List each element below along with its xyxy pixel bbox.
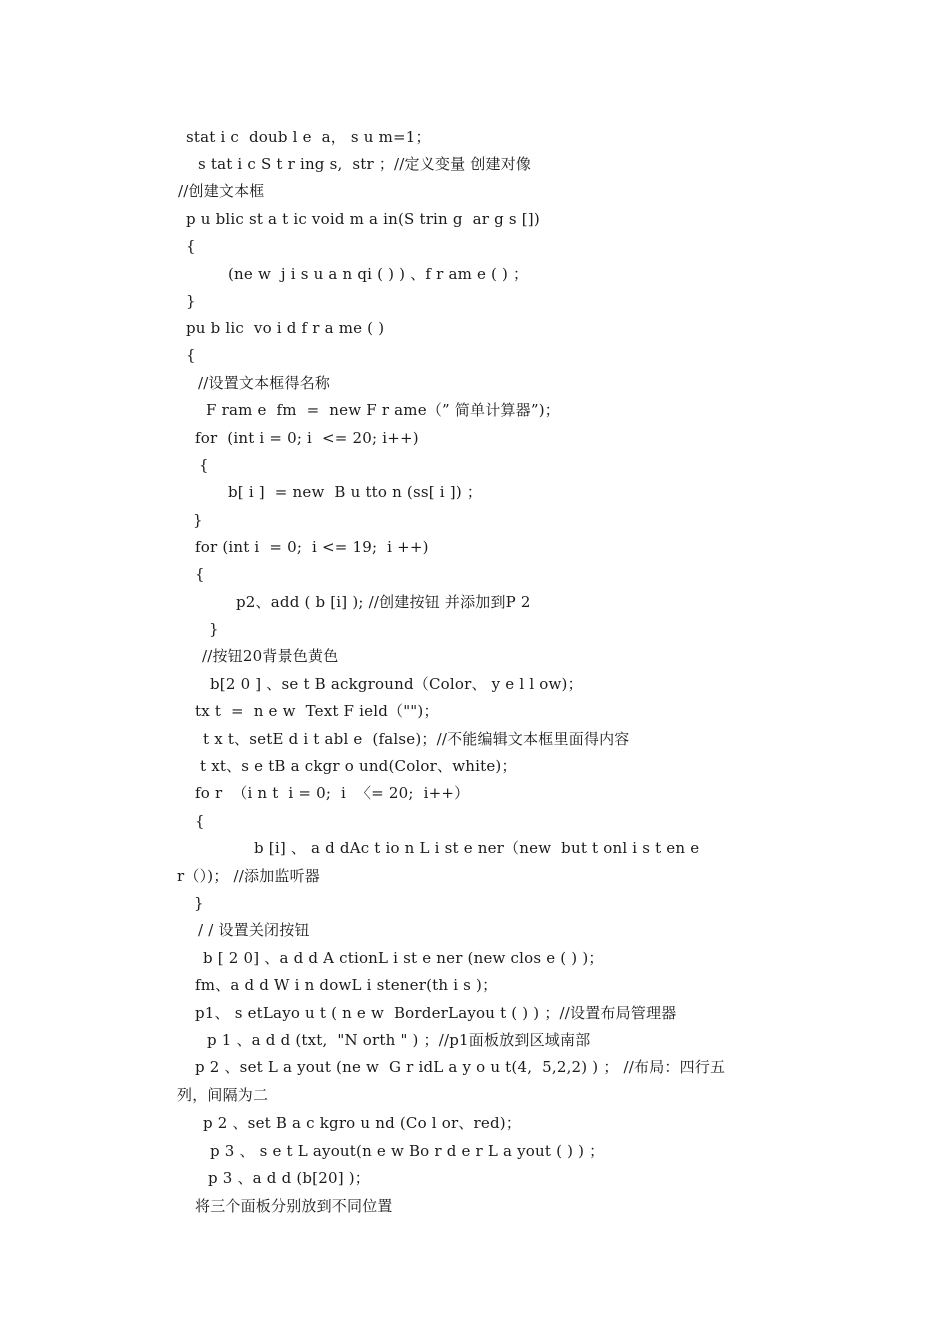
code-line: stat i c doub l e a， s u m=1； [186, 128, 431, 146]
code-line: b[ i ] = new B u tto n (ss[ i ]) ； [228, 483, 483, 501]
code-line: } [186, 292, 196, 310]
code-line: fo r （i n t i = 0; i 〈= 20; i++） [195, 784, 470, 802]
code-line: t xt、s e tB a ckgr o und(Color、white)； [200, 757, 517, 775]
code-line: (ne w j i s u a n qi ( ) ) 、f r am e ( ) ； [228, 265, 529, 283]
code-line: for (int i = 0; i <= 20; i++) [195, 429, 419, 447]
code-line: fm、a d d W i n dowL i stener(th i s )； [195, 976, 498, 994]
code-line: //创建文本框 [178, 182, 265, 200]
code-line: t x t、setE d i t abl e (false)；//不能编辑文本框里面得内容 [203, 730, 630, 748]
code-line: p 1 、a d d (txt, "N orth " ) ；//p1面板放到区域南部 [207, 1031, 591, 1049]
code-line: } [209, 620, 219, 638]
code-line: p 3 、 s e t L ayout(n e w Bo r d e r L a yout ( ) ) ； [210, 1142, 605, 1160]
code-line: b [i] 、 a d dAc t io n L i st e ner（new but t onl i s t en e [254, 839, 700, 857]
code-line: p 3 、a d d (b[20] )； [208, 1169, 370, 1187]
code-line: pu b lic vo i d f r a me ( ) [186, 319, 385, 337]
code-line: b[2 0 ] 、se t B ackground（Color、 y e l l ow)； [210, 675, 583, 693]
code-line: 列，间隔为二 [177, 1086, 269, 1104]
code-line: { [186, 346, 196, 364]
code-line: p2、add ( b [i] ); //创建按钮 并添加到P 2 [236, 593, 531, 611]
code-line: { [195, 565, 205, 583]
code-line: F ram e fm = new F r ame（” 简单计算器”)； [206, 401, 560, 419]
code-line: //按钮20背景色黄色 [202, 647, 339, 665]
code-line: tx t = n e w Text F ield（"")； [195, 702, 439, 720]
code-line: p u blic st a t ic void m a in(S trin g ar g s []) [186, 210, 540, 228]
code-line: / / 设置关闭按钮 [198, 921, 310, 939]
code-line: } [194, 894, 204, 912]
code-line: p 2 、set B a c kgro u nd (Co l or、red)； [203, 1114, 522, 1132]
code-line: s tat i c S t r ing s, str ；//定义变量 创建对像 [198, 155, 532, 173]
code-line: 将三个面板分别放到不同位置 [195, 1197, 393, 1215]
code-line: b [ 2 0] 、a d d A ctionL i st e ner (new clos e ( ) )； [203, 949, 604, 967]
code-line: { [199, 456, 209, 474]
code-line: for (int i = 0; i <= 19; i ++) [195, 538, 429, 556]
code-line: } [193, 511, 203, 529]
code-line: r（）)； //添加监听器 [177, 867, 320, 885]
code-line: p 2 、set L a yout (ne w G r idL a y o u t(4, 5,2,2) ) ； //布局：四行五 [195, 1058, 726, 1076]
code-line: p1、 s etLayo u t ( n e w BorderLayou t ( ) ) ；//设置布局管理器 [195, 1004, 677, 1022]
code-line: { [195, 812, 205, 830]
code-line: { [186, 237, 196, 255]
code-line: //设置文本框得名称 [198, 374, 331, 392]
